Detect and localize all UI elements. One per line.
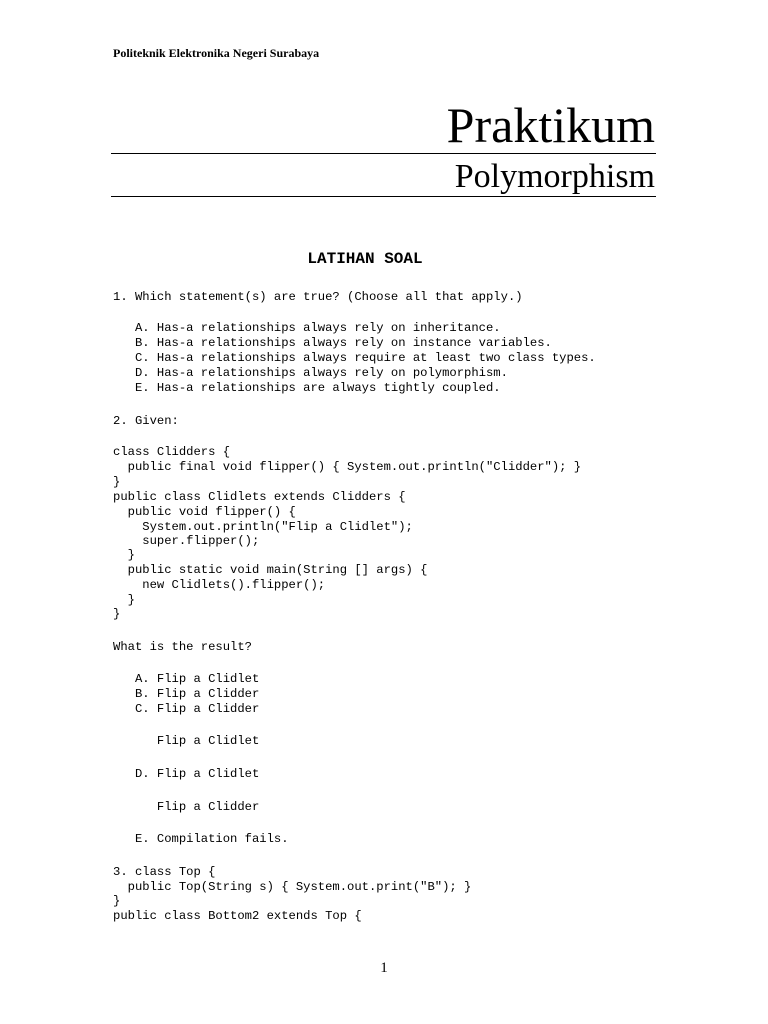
code-line: System.out.println("Flip a Clidlet");: [113, 520, 413, 534]
option-line: D. Flip a Clidlet: [113, 767, 260, 781]
code-line: }: [113, 475, 121, 489]
question-3: 3. class Top {: [113, 865, 216, 879]
code-line: }: [113, 593, 135, 607]
option-line: A. Flip a Clidlet: [113, 672, 260, 686]
option-line: B. Has-a relationships always rely on instance variables.: [113, 336, 552, 350]
option-line: D. Has-a relationships always rely on polymorphism.: [113, 366, 508, 380]
option-line: B. Flip a Clidder: [113, 687, 260, 701]
option-line: E. Compilation fails.: [113, 832, 289, 846]
option-line: Flip a Clidlet: [113, 734, 260, 748]
page-subtitle: Polymorphism: [454, 158, 655, 195]
question-1: 1. Which statement(s) are true? (Choose all that apply.): [113, 290, 523, 304]
option-line: C. Has-a relationships always require at least two class types.: [113, 351, 596, 365]
code-line: public final void flipper() { System.out.println("Clidder"); }: [113, 460, 582, 474]
code-line: public static void main(String [] args) {: [113, 563, 428, 577]
code-line: new Clidlets().flipper();: [113, 578, 326, 592]
code-line: }: [113, 894, 121, 908]
code-line: public void flipper() {: [113, 505, 296, 519]
page-number: 1: [380, 960, 388, 976]
code-line: super.flipper();: [113, 534, 260, 548]
result-question: What is the result?: [113, 640, 252, 654]
title-rule: [111, 153, 656, 154]
page-title: Praktikum: [446, 97, 655, 153]
section-title: LATIHAN SOAL: [307, 250, 423, 268]
institution-name: Politeknik Elektronika Negeri Surabaya: [113, 46, 320, 60]
code-line: public class Clidlets extends Clidders {: [113, 490, 406, 504]
option-line: E. Has-a relationships are always tightly coupled.: [113, 381, 501, 395]
question-2: 2. Given:: [113, 414, 179, 428]
code-line: }: [113, 548, 135, 562]
code-line: }: [113, 607, 121, 621]
option-line: Flip a Clidder: [113, 800, 260, 814]
code-line: public Top(String s) { System.out.print("B"); }: [113, 880, 472, 894]
subtitle-rule: [111, 196, 656, 197]
option-line: C. Flip a Clidder: [113, 702, 260, 716]
code-line: public class Bottom2 extends Top {: [113, 909, 362, 923]
code-line: class Clidders {: [113, 445, 231, 459]
option-line: A. Has-a relationships always rely on inheritance.: [113, 321, 501, 335]
